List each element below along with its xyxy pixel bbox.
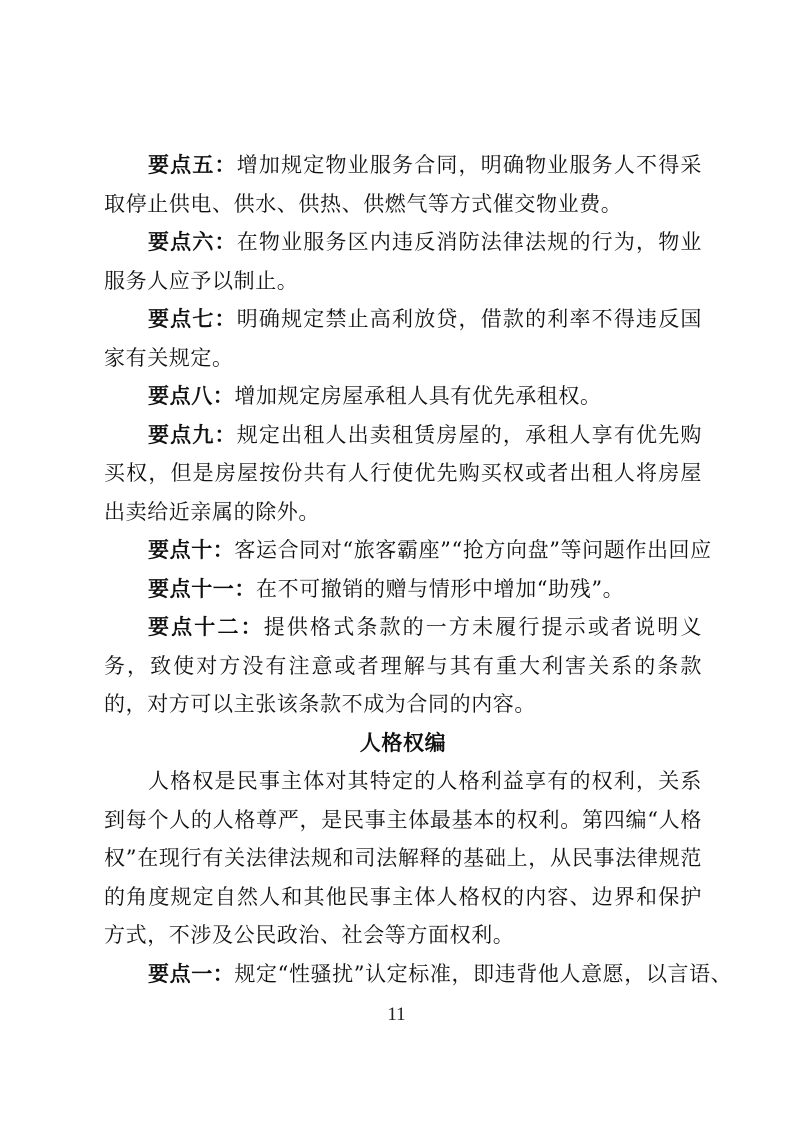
key-point-lead: 要点十一： xyxy=(148,576,256,601)
key-point-text: 在不可撤销的赠与情形中增加“助残”。 xyxy=(256,576,625,601)
key-point-lead: 要点一： xyxy=(148,961,235,986)
key-point-text: 规定“性骚扰”认定标准，即违背他人意愿，以言语、 xyxy=(234,961,733,986)
key-point-6 xyxy=(104,223,702,300)
key-point-7 xyxy=(104,300,702,377)
key-point-9 xyxy=(104,416,702,532)
key-point-lead: 要点五： xyxy=(148,153,237,177)
key-point-10 xyxy=(104,531,712,570)
personality-key-point-1 xyxy=(104,955,733,994)
key-point-lead: 要点八： xyxy=(148,384,235,408)
key-point-lead: 要点十二： xyxy=(148,615,264,639)
page-number: 11 xyxy=(387,1004,406,1025)
key-point-text: 提供格式条款的一方未履行提示或者说明义务，致使对方没有注意或者理解与其有重大利害关系的条款的，对方可以主张该条款不成为合同的内容。 xyxy=(104,615,703,716)
key-point-8 xyxy=(104,377,702,416)
key-point-5 xyxy=(104,146,702,223)
section-title: 人格权编 xyxy=(359,730,447,755)
key-point-lead: 要点九： xyxy=(148,422,237,447)
key-point-lead: 要点十： xyxy=(148,538,235,562)
key-point-text: 增加规定物业服务合同，明确物业服务人不得采取停止供电、供水、供热、供燃气等方式催交物业费。 xyxy=(104,153,702,216)
section-intro: 人格权是民事主体对其特定的人格利益享有的权利，关系到每个人的人格尊严，是民事主体最基本的权利。第四编“人格权”在现行有关法律法规和司法解释的基础上，从民事法律规范的角度规定自然人和其他民事主体人格权的内容、边界和保护方式，不涉及公民政治、社会等方面权利。 xyxy=(104,769,702,947)
key-point-lead: 要点七： xyxy=(148,307,237,331)
key-point-text: 在物业服务区内违反消防法律法规的行为，物业服务人应予以制止。 xyxy=(104,230,702,293)
key-point-12 xyxy=(104,608,702,724)
key-point-text: 客运合同对“旅客霸座”“抢方向盘”等问题作出回应 xyxy=(234,538,712,562)
key-point-lead: 要点六： xyxy=(148,230,237,254)
key-point-text: 增加规定房屋承租人具有优先承租权。 xyxy=(234,384,602,408)
key-point-text: 明确规定禁止高利放贷，借款的利率不得违反国家有关规定。 xyxy=(104,307,702,370)
document-body xyxy=(104,146,733,993)
key-point-11 xyxy=(104,570,702,609)
key-point-text: 规定出租人出卖租赁房屋的，承租人享有优先购买权，但是房屋按份共有人行使优先购买权或者出租人将房屋出卖给近亲属的除外。 xyxy=(104,422,702,524)
